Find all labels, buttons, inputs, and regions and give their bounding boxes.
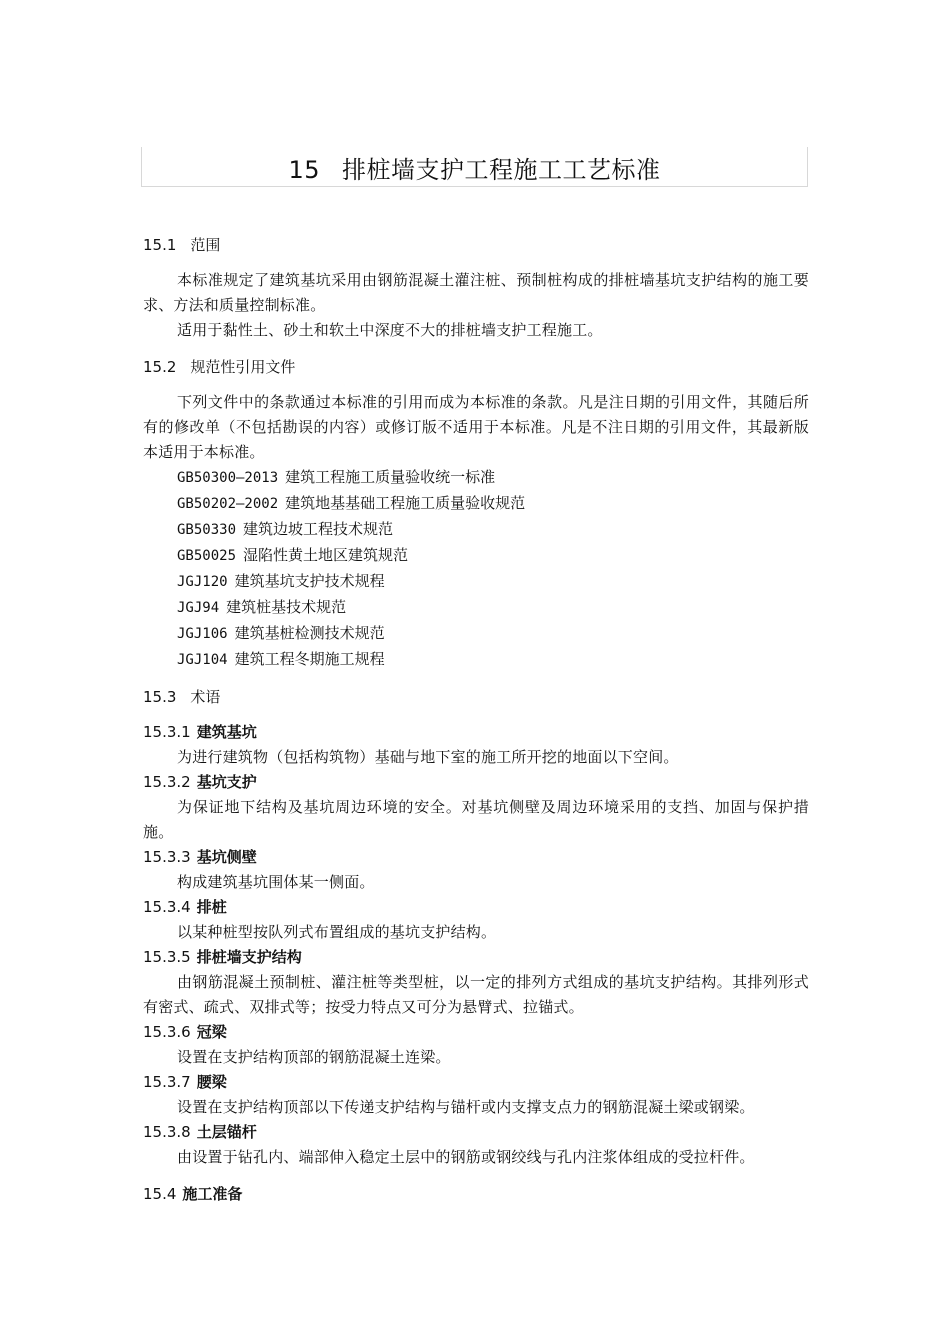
term-number: 15.3.3 — [143, 848, 191, 866]
term-definition: 为进行建筑物（包括构筑物）基础与地下室的施工所开挖的地面以下空间。 — [177, 748, 679, 766]
reference-item — [143, 595, 809, 621]
section-heading-references — [143, 355, 809, 380]
section-number: 15.2 — [143, 358, 177, 376]
term-label: 排桩墙支护结构 — [196, 948, 302, 966]
reference-name: 建筑边坡工程技术规范 — [243, 520, 394, 538]
term-label: 腰梁 — [196, 1073, 227, 1091]
chapter-title — [288, 150, 660, 185]
reference-item — [143, 569, 809, 595]
term-heading — [143, 895, 809, 920]
term-definition: 为保证地下结构及基坑周边环境的安全。对基坑侧壁及周边环境采用的支挡、加固与保护措施。 — [143, 798, 809, 841]
reference-code: GB50202—2002 — [177, 496, 279, 512]
section-heading-preparation — [143, 1182, 809, 1207]
reference-code: JGJ104 — [177, 652, 228, 668]
section-number: 15.4 — [143, 1185, 177, 1203]
term-label: 冠梁 — [196, 1023, 227, 1041]
term-label: 建筑基坑 — [196, 723, 257, 741]
term-definition: 由钢筋混凝土预制桩、灌注桩等类型桩，以一定的排列方式组成的基坑支护结构。其排列形式有密式、疏式、双排式等；按受力特点又可分为悬臂式、拉锚式。 — [143, 973, 809, 1016]
reference-item — [143, 517, 809, 543]
term-number: 15.3.8 — [143, 1123, 191, 1141]
chapter-title-box — [141, 147, 808, 187]
reference-code: JGJ94 — [177, 600, 220, 616]
section-heading-terms — [143, 685, 809, 710]
document-body — [143, 233, 809, 1207]
section-title: 规范性引用文件 — [190, 358, 296, 376]
reference-code: GB50330 — [177, 522, 237, 538]
term-number: 15.3.5 — [143, 948, 191, 966]
reference-name: 建筑地基基础工程施工质量验收规范 — [285, 494, 526, 512]
term-definition: 设置在支护结构顶部的钢筋混凝土连梁。 — [177, 1048, 451, 1066]
chapter-number: 15 — [288, 156, 321, 184]
term-number: 15.3.1 — [143, 723, 191, 741]
reference-item — [143, 465, 809, 491]
reference-name: 建筑工程施工质量验收统一标准 — [285, 468, 496, 486]
paragraph: 下列文件中的条款通过本标准的引用而成为本标准的条款。凡是注日期的引用文件，其随后所有的修改单（不包括勘误的内容）或修订版不适用于本标准。凡是不注日期的引用文件，其最新版本适用于本标准。 — [143, 393, 809, 461]
term-label: 基坑侧壁 — [196, 848, 257, 866]
term-number: 15.3.7 — [143, 1073, 191, 1091]
term-definition: 由设置于钻孔内、端部伸入稳定土层中的钢筋或钢绞线与孔内注浆体组成的受拉杆件。 — [177, 1148, 755, 1166]
reference-name: 建筑工程冬期施工规程 — [234, 650, 385, 668]
section-number: 15.3 — [143, 688, 177, 706]
section-title: 术语 — [190, 688, 221, 706]
reference-code: GB50300—2013 — [177, 470, 279, 486]
term-heading — [143, 770, 809, 795]
term-heading — [143, 945, 809, 970]
reference-name: 湿陷性黄土地区建筑规范 — [243, 546, 409, 564]
term-number: 15.3.4 — [143, 898, 191, 916]
term-heading — [143, 1020, 809, 1045]
reference-name: 建筑基坑支护技术规程 — [234, 572, 385, 590]
term-heading — [143, 720, 809, 745]
paragraph: 适用于黏性土、砂土和软土中深度不大的排桩墙支护工程施工。 — [177, 321, 603, 339]
term-label: 排桩 — [196, 898, 227, 916]
reference-code: JGJ106 — [177, 626, 228, 642]
section-title: 施工准备 — [182, 1185, 243, 1203]
term-definition: 设置在支护结构顶部以下传递支护结构与锚杆或内支撑支点力的钢筋混凝土梁或钢梁。 — [177, 1098, 755, 1116]
reference-item — [143, 621, 809, 647]
term-heading — [143, 1070, 809, 1095]
term-label: 基坑支护 — [196, 773, 257, 791]
reference-item — [143, 543, 809, 569]
term-heading — [143, 845, 809, 870]
reference-code: JGJ120 — [177, 574, 228, 590]
term-number: 15.3.2 — [143, 773, 191, 791]
reference-code: GB50025 — [177, 548, 237, 564]
reference-item — [143, 647, 809, 673]
section-number: 15.1 — [143, 236, 177, 254]
term-label: 土层锚杆 — [196, 1123, 257, 1141]
paragraph: 本标准规定了建筑基坑采用由钢筋混凝土灌注桩、预制桩构成的排桩墙基坑支护结构的施工要求、方法和质量控制标准。 — [143, 271, 809, 314]
term-definition: 以某种桩型按队列式布置组成的基坑支护结构。 — [177, 923, 497, 941]
term-heading — [143, 1120, 809, 1145]
reference-item — [143, 491, 809, 517]
section-title: 范围 — [190, 236, 221, 254]
reference-name: 建筑基桩检测技术规范 — [234, 624, 385, 642]
chapter-title-text: 排桩墙支护工程施工工艺标准 — [342, 156, 661, 184]
reference-name: 建筑桩基技术规范 — [226, 598, 347, 616]
term-definition: 构成建筑基坑围体某一侧面。 — [177, 873, 375, 891]
section-heading-scope — [143, 233, 809, 258]
term-number: 15.3.6 — [143, 1023, 191, 1041]
